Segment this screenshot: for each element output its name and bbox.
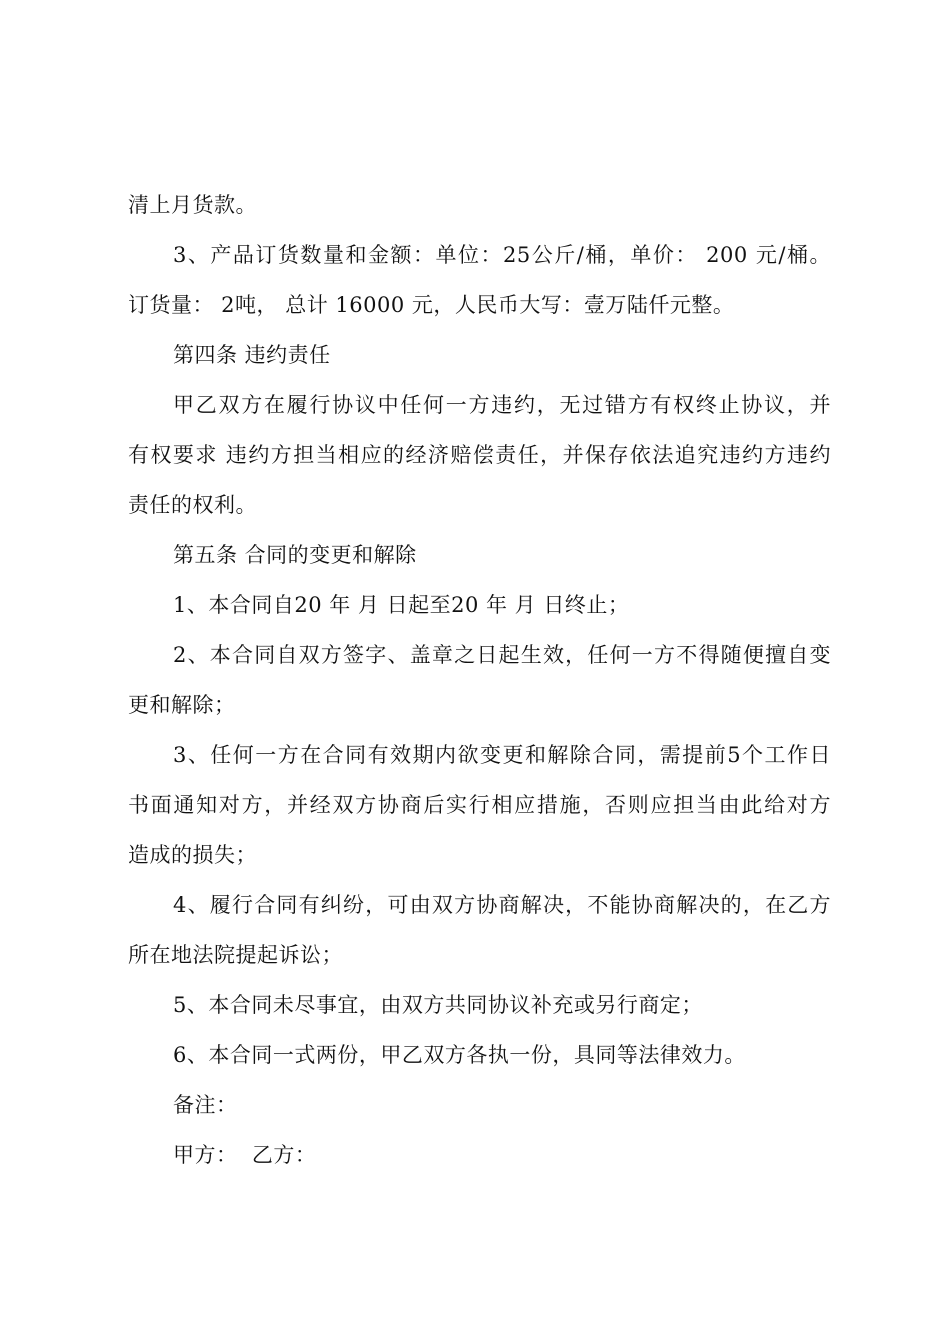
text-line: 所在地法院提起诉讼；: [128, 943, 343, 967]
text-line: 书面通知对方，并经双方协商后实行相应措施，否则应担当由此给对方: [128, 793, 831, 817]
signature-line: 甲方： 乙方：: [173, 1143, 317, 1167]
text-line: 4、履行合同有纠纷，可由双方协商解决，不能协商解决的，在乙方: [173, 893, 831, 917]
text-line: 造成的损失；: [128, 843, 257, 867]
text-line: 责任的权利。: [128, 493, 257, 517]
text-line: 3、产品订货数量和金额：单位：25公斤/桶，单价： 200 元/桶。: [173, 243, 831, 267]
remarks-label: 备注：: [173, 1093, 238, 1117]
text-line: 订货量： 2吨， 总计 16000 元，人民币大写：壹万陆仟元整。: [128, 293, 735, 317]
text-line: 2、本合同自双方签字、盖章之日起生效，任何一方不得随便擅自变: [173, 643, 831, 667]
section-heading: 第四条 违约责任: [173, 343, 331, 367]
text-line: 更和解除；: [128, 693, 236, 717]
section-heading: 第五条 合同的变更和解除: [173, 543, 417, 567]
text-line: 5、本合同未尽事宜，由双方共同协议补充或另行商定；: [173, 993, 703, 1017]
text-line: 3、任何一方在合同有效期内欲变更和解除合同，需提前5个工作日: [173, 743, 831, 767]
text-line: 清上月货款。: [128, 193, 257, 217]
text-line: 6、本合同一式两份，甲乙双方各执一份，具同等法律效力。: [173, 1043, 746, 1067]
text-line: 1、本合同自20 年 月 日起至20 年 月 日终止；: [173, 593, 630, 617]
text-line: 有权要求 违约方担当相应的经济赔偿责任，并保存依法追究违约方违约: [128, 443, 831, 467]
text-line: 甲乙双方在履行协议中任何一方违约，无过错方有权终止协议，并: [173, 393, 831, 417]
